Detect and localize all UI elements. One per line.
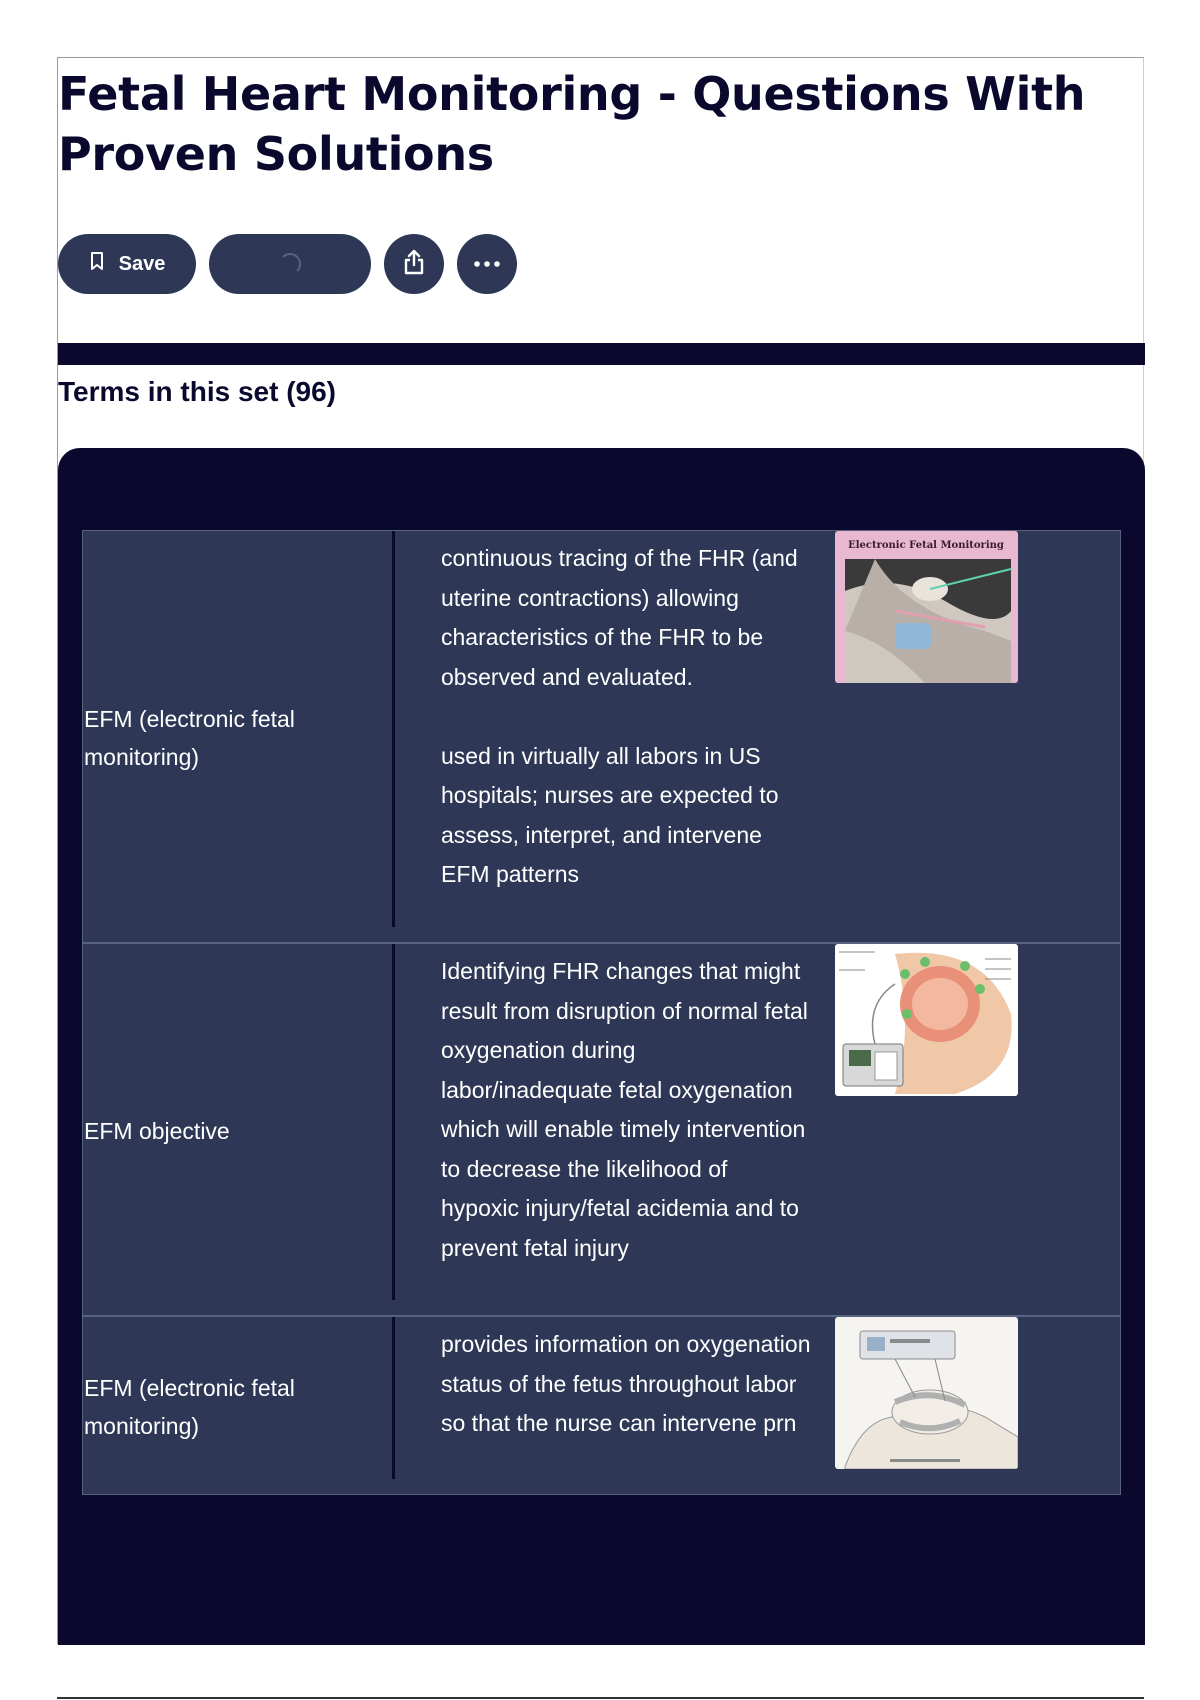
share-icon bbox=[401, 248, 427, 281]
save-label: Save bbox=[118, 252, 166, 275]
section-divider bbox=[58, 343, 1145, 365]
term-text: EFM (electronic fetal monitoring) bbox=[84, 1374, 295, 1439]
definition-image[interactable] bbox=[835, 944, 1018, 1096]
term-card bbox=[82, 943, 1121, 1316]
definition-image[interactable] bbox=[835, 531, 1018, 683]
definition-image[interactable] bbox=[835, 1317, 1018, 1469]
loading-spinner-icon bbox=[279, 253, 301, 275]
share-button[interactable] bbox=[384, 234, 444, 294]
term-card bbox=[82, 1316, 1121, 1495]
definition-text: continuous tracing of the FHR (and uterine contractions) allowing characteristics of the FHR to be observed and evaluated. used in virtually all labors in US hospitals; nurses are expected to assess, interpret, and intervene EFM patterns bbox=[441, 545, 798, 887]
footer-divider bbox=[57, 1697, 1144, 1699]
term-card bbox=[82, 530, 1121, 943]
more-icon bbox=[473, 255, 501, 273]
action-bar bbox=[58, 234, 530, 294]
definition-text: Identifying FHR changes that might result from disruption of normal fetal oxygenation during labor/inadequate fetal oxygenation which will enable timely intervention to decrease the likelihood of hypoxic injury/fetal acidemia and to prevent fetal injury bbox=[441, 958, 808, 1261]
card-separator bbox=[392, 531, 395, 927]
page-title: Fetal Heart Monitoring - Questions With Proven Solutions bbox=[58, 67, 1086, 181]
study-set-page bbox=[57, 57, 1144, 1644]
terms-panel bbox=[58, 448, 1145, 1645]
image-caption: Electronic Fetal Monitoring bbox=[848, 540, 1004, 551]
term-text: EFM (electronic fetal monitoring) bbox=[84, 705, 295, 770]
card-separator bbox=[392, 944, 395, 1300]
more-options-button[interactable] bbox=[457, 234, 517, 294]
terms-heading: Terms in this set (96) bbox=[58, 376, 337, 407]
card-separator bbox=[392, 1317, 395, 1479]
save-button[interactable] bbox=[58, 234, 196, 294]
definition-text: provides information on oxygenation status of the fetus throughout labor so that the nurse can intervene prn bbox=[441, 1331, 811, 1436]
loading-button[interactable] bbox=[209, 234, 371, 294]
term-text: EFM objective bbox=[84, 1117, 230, 1144]
bookmark-icon bbox=[89, 251, 105, 277]
